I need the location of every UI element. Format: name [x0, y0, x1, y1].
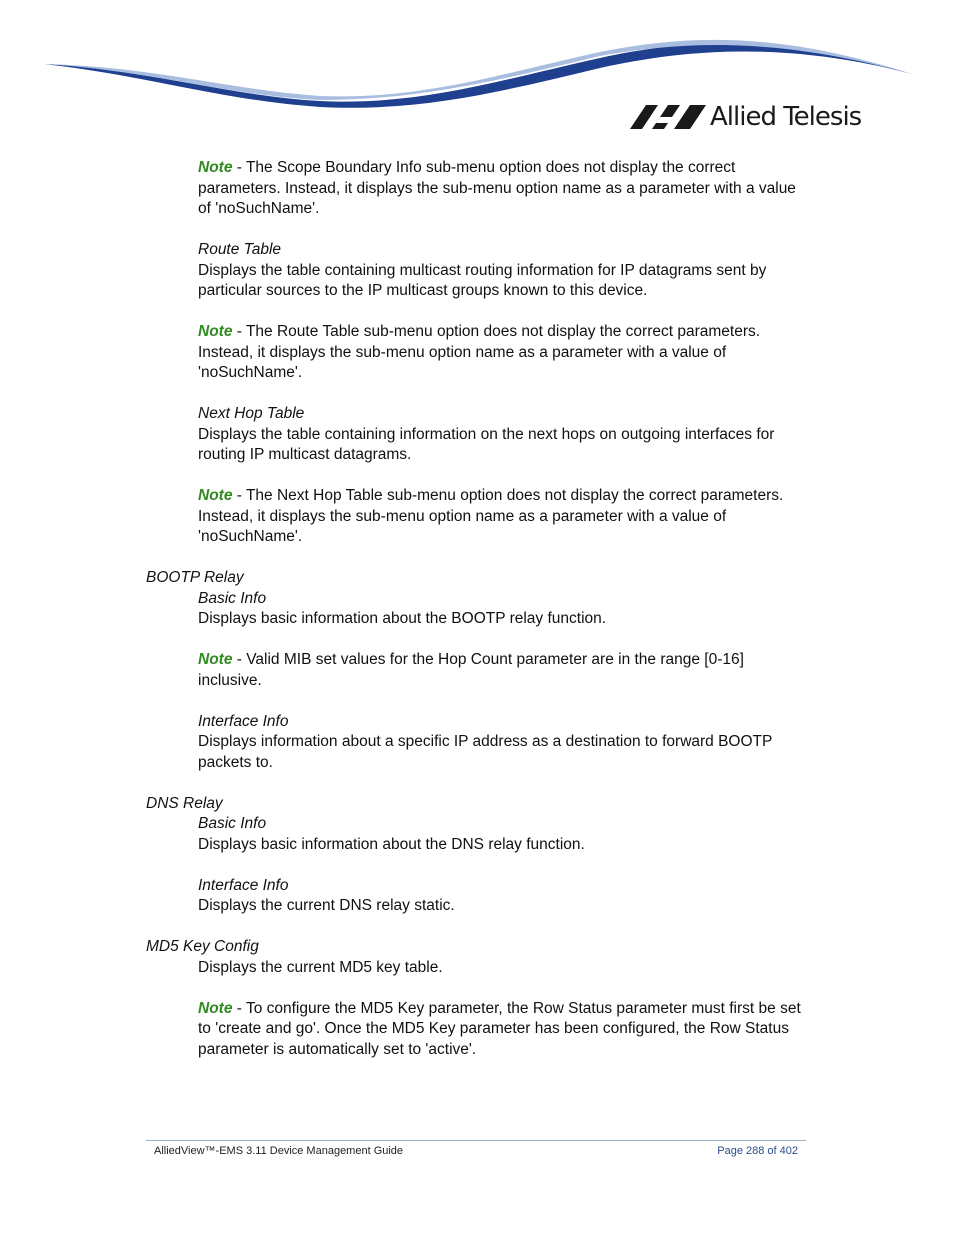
note-label: Note [198, 651, 233, 668]
subsection-heading: Basic Info [198, 815, 267, 832]
item-text: Displays basic information about the BOOTP relay function. [198, 610, 607, 627]
footer-document-title: AlliedView™-EMS 3.11 Device Management Guide [154, 1145, 404, 1157]
footer-divider [146, 1140, 806, 1141]
note-block [198, 322, 806, 384]
note-text: - To configure the MD5 Key parameter, the Row Status parameter must first be set to 'create and go'. Once the MD5 Key parameter has been configured, the Row Status parameter is automatically set to 'active'. [198, 999, 801, 1058]
item-text: Displays basic information about the DNS relay function. [198, 835, 585, 853]
note-label: Note [198, 487, 233, 504]
note-label: Note [198, 323, 233, 340]
item-block [198, 732, 806, 773]
paragraph [198, 158, 806, 220]
item-text: Displays the current DNS relay static. [198, 897, 455, 914]
note-label: Note [198, 999, 233, 1017]
item-text: Displays the table containing information on the next hops on outgoing interfaces for routing IP multicast datagrams. [198, 425, 775, 463]
paragraph [198, 322, 806, 384]
logo-text: Allied Telesis [710, 102, 862, 132]
company-logo [630, 100, 861, 134]
note-block [198, 650, 806, 691]
note-text: - The Route Table sub-menu option does not display the correct parameters. Instead, it displays the sub-menu option name as a parameter with a value of 'noSuchName'. [198, 323, 761, 381]
item-block [198, 609, 806, 630]
paragraph [198, 999, 806, 1061]
note-block [198, 999, 806, 1061]
header-swoosh [0, 0, 954, 160]
item-text: Displays information about a specific IP address as a destination to forward BOOTP packets to. [198, 733, 773, 771]
subsection-heading: Interface Info [198, 712, 289, 730]
footer-page-number: Page 288 of 402 [717, 1145, 798, 1157]
allied-telesis-logo-icon [630, 103, 706, 131]
note-block [198, 158, 806, 220]
subsection-heading: Interface Info [198, 876, 289, 894]
note-text: - The Scope Boundary Info sub-menu option does not display the correct parameters. Instead, it displays the sub-menu option name as a parameter with a value of 'noSuchName'. [198, 159, 796, 217]
item-block [198, 240, 806, 302]
subsection-heading: Basic Info [198, 589, 267, 607]
item-text: Displays the table containing multicast routing information for IP datagrams sent by particular sources to the IP multicast groups known to this device. [198, 261, 767, 299]
item-title: Route Table [198, 241, 282, 258]
item-text: Displays the current MD5 key table. [198, 958, 443, 976]
paragraph [198, 650, 806, 691]
paragraph [198, 486, 806, 548]
note-text: - Valid MIB set values for the Hop Count parameter are in the range [0-16] inclusive. [198, 651, 744, 689]
section-heading-md5: MD5 Key Config [146, 938, 259, 955]
item-title: Next Hop Table [198, 405, 305, 422]
note-block [198, 486, 806, 548]
section-heading-dns: DNS Relay [146, 794, 223, 812]
document-body [146, 158, 806, 1081]
section-heading-bootp: BOOTP Relay [146, 569, 244, 586]
item-block [198, 896, 806, 917]
note-text: - The Next Hop Table sub-menu option does not display the correct parameters. Instead, it displays the sub-menu option name as a parameter with a value of 'noSuchName'. [198, 487, 784, 545]
item-block [198, 404, 806, 466]
item-block [198, 958, 806, 979]
note-label: Note [198, 159, 233, 176]
item-block [198, 835, 806, 856]
